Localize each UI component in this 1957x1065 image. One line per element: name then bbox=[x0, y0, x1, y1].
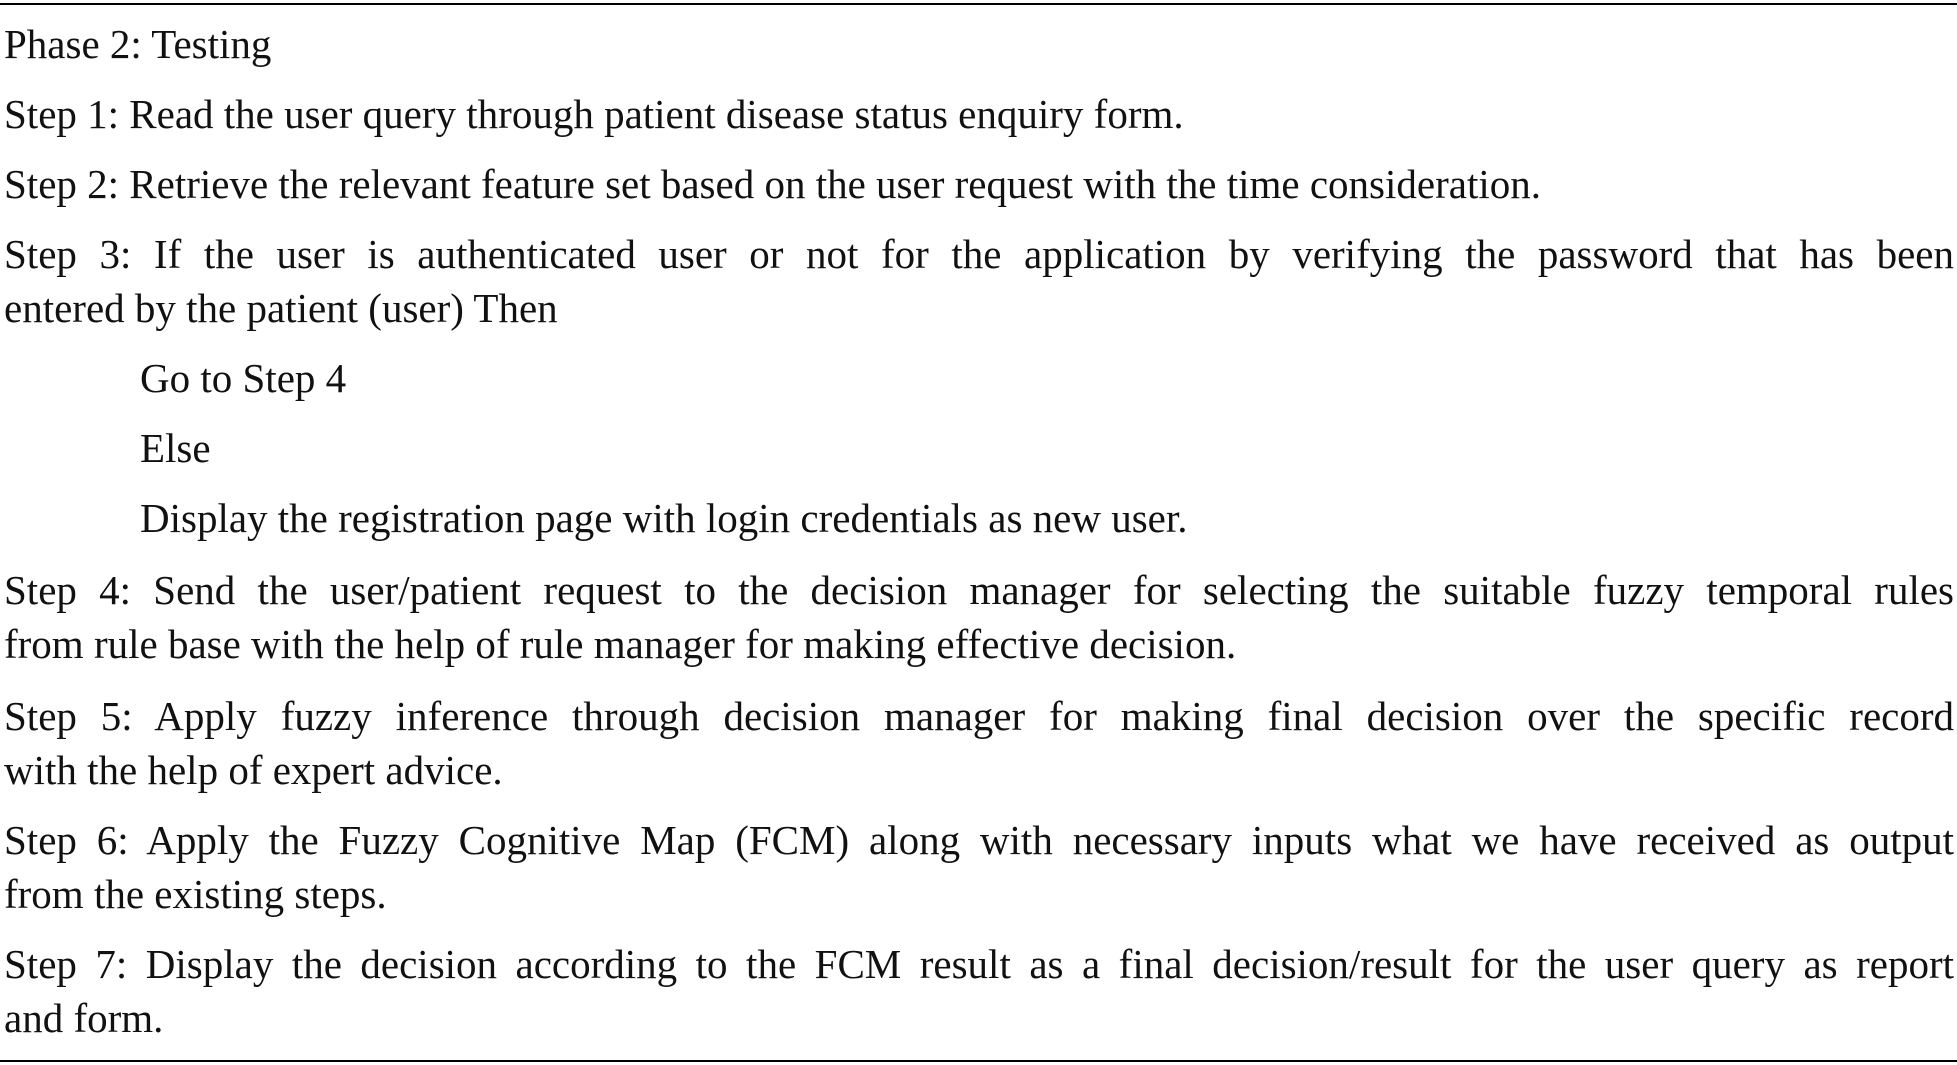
step-5-line-1: Step 5: Apply fuzzy inference through decision manager for making final decision over the specific record bbox=[4, 693, 1954, 739]
step-3-then: Go to Step 4 bbox=[140, 355, 347, 401]
step-3-line-2: entered by the patient (user) Then bbox=[4, 285, 558, 331]
step-6-line-2: from the existing steps. bbox=[4, 871, 387, 917]
step-1: Step 1: Read the user query through patient disease status enquiry form. bbox=[4, 91, 1184, 137]
phase-title: Phase 2: Testing bbox=[4, 21, 272, 67]
step-4-line-1: Step 4: Send the user/patient request to the decision manager for selecting the suitable fuzzy temporal rules bbox=[4, 567, 1954, 613]
step-7-line-2: and form. bbox=[4, 995, 164, 1041]
step-2: Step 2: Retrieve the relevant feature set based on the user request with the time consideration. bbox=[4, 161, 1541, 207]
step-7-line-1: Step 7: Display the decision according to the FCM result as a final decision/result for the user query as report bbox=[4, 941, 1954, 987]
step-3-line-1: Step 3: If the user is authenticated user or not for the application by verifying the password that has been bbox=[4, 231, 1954, 277]
top-rule bbox=[0, 3, 1957, 5]
step-3-else: Else bbox=[140, 425, 211, 471]
step-6-line-1: Step 6: Apply the Fuzzy Cognitive Map (FCM) along with necessary inputs what we have received as output bbox=[4, 817, 1954, 863]
step-5-line-2: with the help of expert advice. bbox=[4, 747, 503, 793]
step-3-else-action: Display the registration page with login credentials as new user. bbox=[140, 495, 1188, 541]
bottom-rule bbox=[0, 1060, 1957, 1062]
step-4-line-2: from rule base with the help of rule manager for making effective decision. bbox=[4, 621, 1237, 667]
